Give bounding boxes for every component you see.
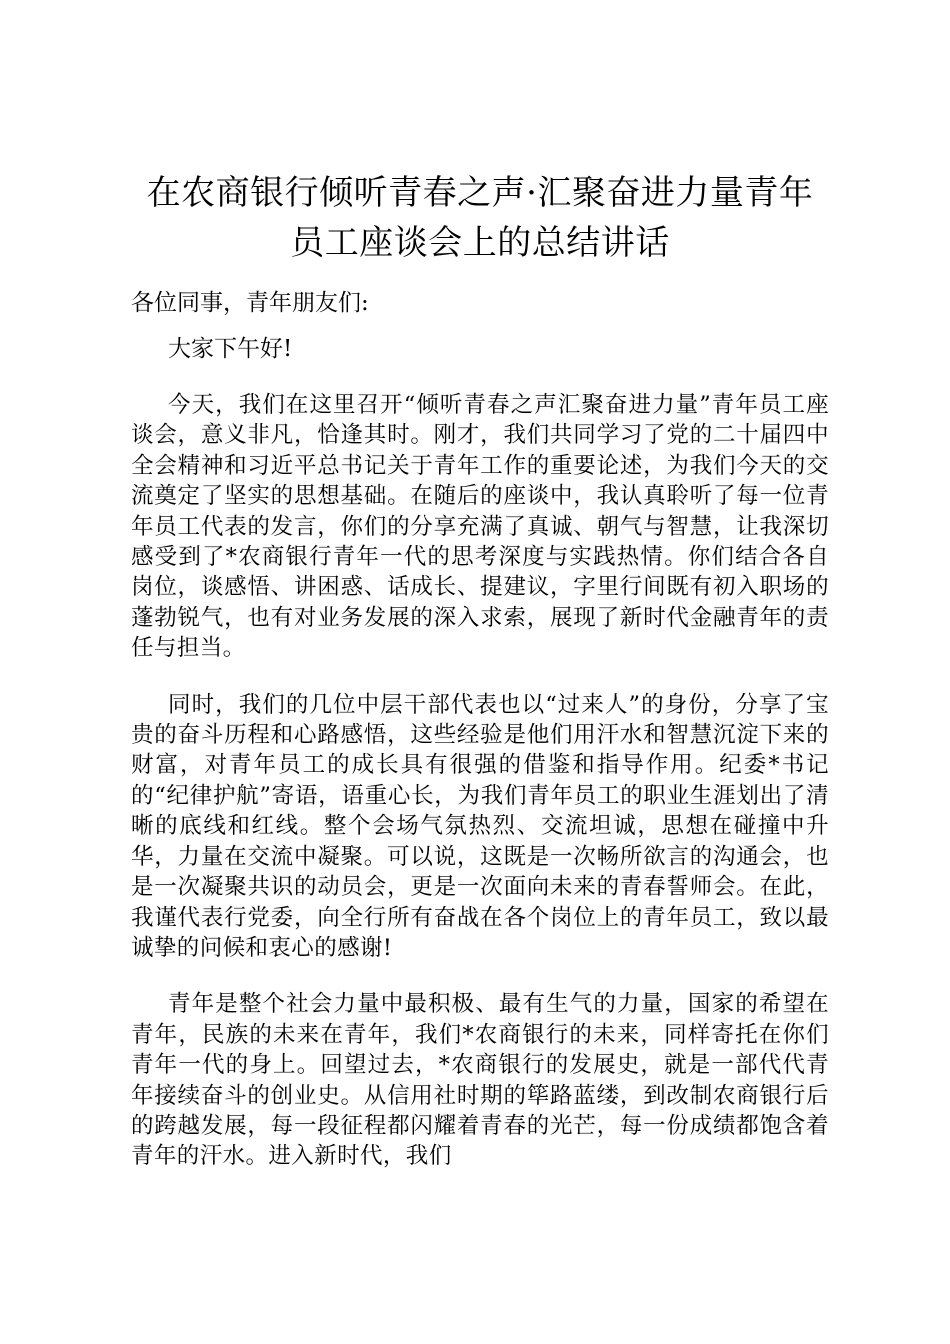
- body-paragraph-3: 青年是整个社会力量中最积极、最有生气的力量，国家的希望在青年，民族的未来在青年，我们*农商银行的未来，同样寄托在你们青年一代的身上。回望过去，*农商银行的发展史，就是一部代代青年接续奋斗的创业史。从信用社时期的筚路蓝缕，到改制农商银行后的跨越发展，每一段征程都闪耀着青春的光芒，每一份成绩都饱含着青年的汗水。进入新时代，我们: [131, 991, 829, 1170]
- salutation: 各位同事，青年朋友们:: [131, 290, 369, 316]
- body-paragraph-1: 今天，我们在这里召开“倾听青春之声汇聚奋进力量”青年员工座谈会，意义非凡，恰逢其时。刚才，我们共同学习了党的二十届四中全会精神和习近平总书记关于青年工作的重要论述，为我们今天的交流奠定了坚实的思想基础。在随后的座谈中，我认真聆听了每一位青年员工代表的发言，你们的分享充满了真诚、朝气与智慧，让我深切感受到了*农商银行青年一代的思考深度与实践热情。你们结合各自岗位，谈感悟、讲困惑、话成长、提建议，字里行间既有初入职场的蓬勃锐气，也有对业务发展的深入求索，展现了新时代金融青年的责任与担当。: [131, 392, 829, 662]
- body-paragraph-2: 同时，我们的几位中层干部代表也以“过来人”的身份，分享了宝贵的奋斗历程和心路感悟，这些经验是他们用汗水和智慧沉淀下来的财富，对青年员工的成长具有很强的借鉴和指导作用。纪委*书记的“纪律护航”寄语，语重心长，为我们青年员工的职业生涯划出了清晰的底线和红线。整个会场气氛热烈、交流坦诚，思想在碰撞中升华，力量在交流中凝聚。可以说，这既是一次畅所欲言的沟通会，也是一次凝聚共识的动员会，更是一次面向未来的青春誓师会。在此，我谨代表行党委，向全行所有奋战在各个岗位上的青年员工，致以最诚挚的问候和衷心的感谢!: [131, 691, 829, 961]
- document-title: 在农商银行倾听青春之声·汇聚奋进力量青年员工座谈会上的总结讲话: [146, 173, 814, 263]
- document-page: [131, 168, 829, 1172]
- greeting: 大家下午好!: [168, 336, 293, 362]
